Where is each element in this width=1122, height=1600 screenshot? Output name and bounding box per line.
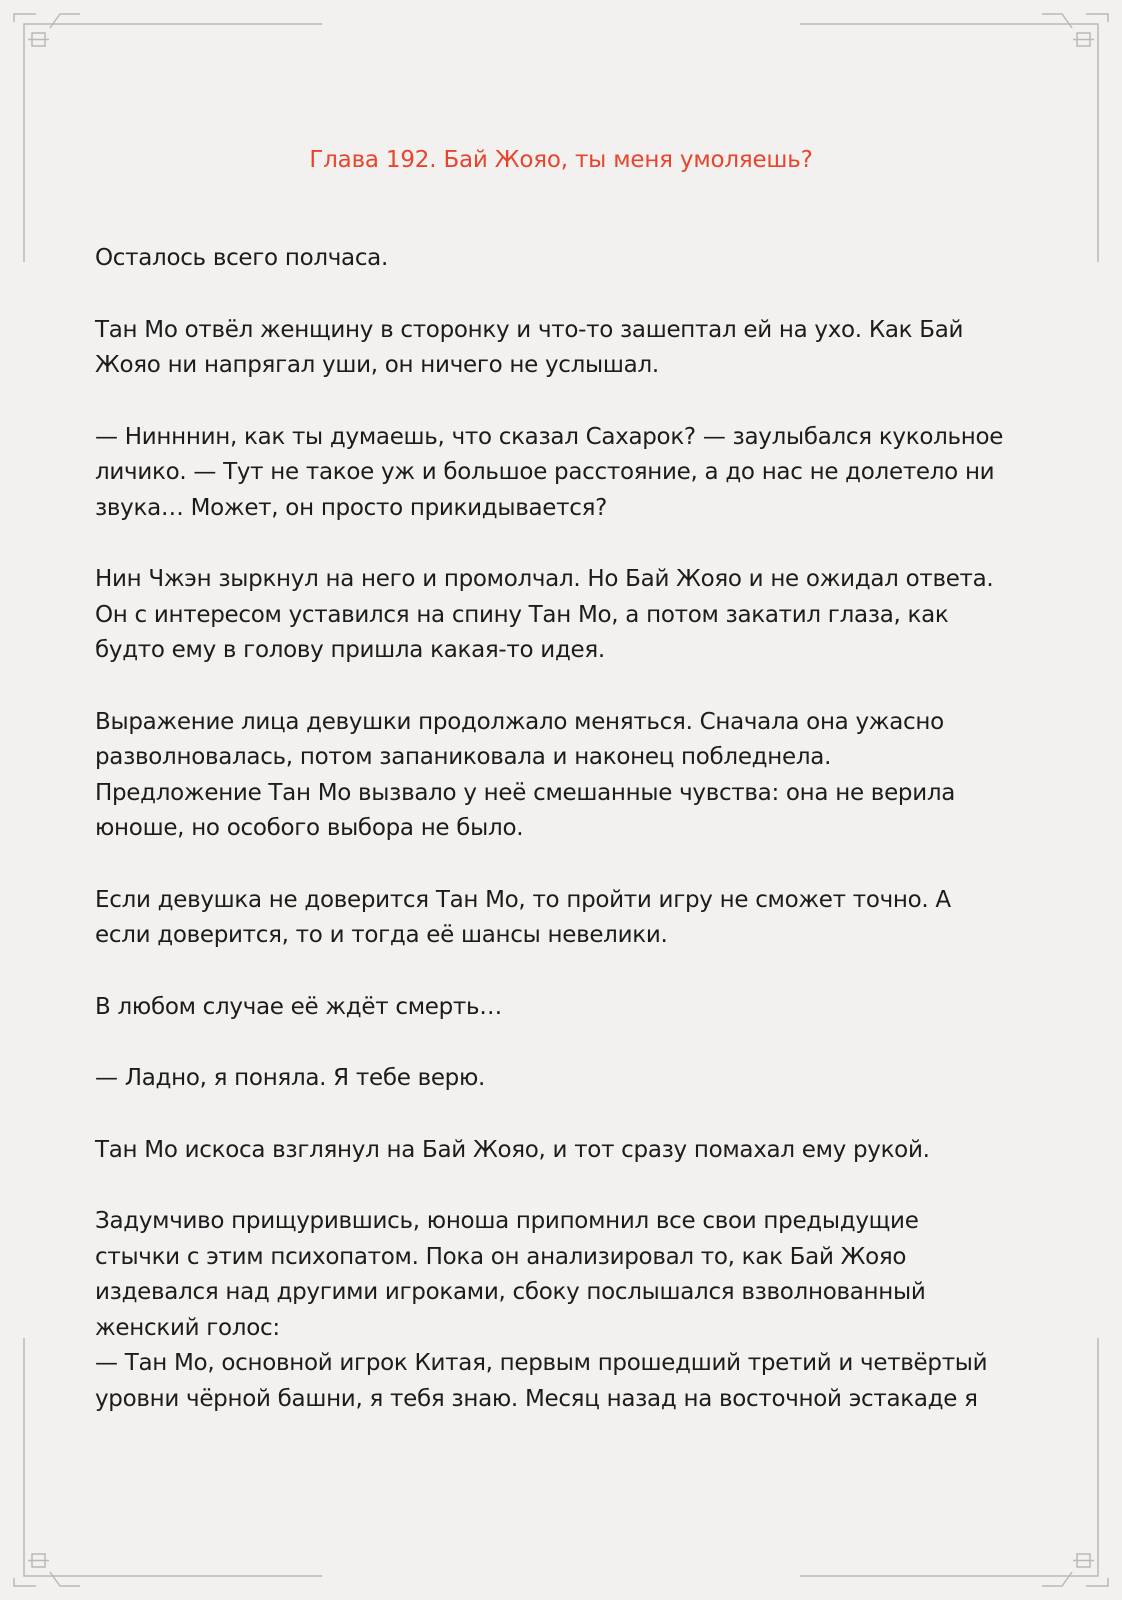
paragraph: Осталось всего полчаса.: [95, 245, 388, 271]
paragraph: Тан Мо искоса взглянул на Бай Жояо, и тот сразу помахал ему рукой.: [95, 1136, 930, 1163]
paragraph: — Ладно, я поняла. Я тебе верю.: [95, 1065, 486, 1091]
frame-corner-top-right: [800, 14, 1108, 262]
paragraph: Выражение лица девушки продолжало меняться. Сначала она ужасно разволновалась, потом запаниковала и наконец побледнела. Предложение Тан Мо вызвало у неё смешанные чувства: она не верила юноше, но особого выбора не было.: [95, 708, 956, 841]
paragraph: Нин Чжэн зыркнул на него и промолчал. Но Бай Жояо и не ожидал ответа. Он с интересом уставился на спину Тан Мо, а потом закатил глаза, как будто ему в голову пришла какая-то идея.: [95, 566, 994, 663]
paragraph: Тан Мо отвёл женщину в сторонку и что-то зашептал ей на ухо. Как Бай Жояо ни напрягал уши, он ничего не услышал.: [95, 316, 964, 378]
chapter-body: [95, 241, 1030, 1417]
paragraph: В любом случае её ждёт смерть…: [95, 993, 502, 1020]
paragraph: — Тан Мо, основной игрок Китая, первым прошедший третий и четвёртый уровни чёрной башни, я тебя знаю. Месяц назад на восточной эстакаде я: [95, 1350, 988, 1412]
chapter-title: Глава 192. Бай Жояо, ты меня умоляешь?: [309, 147, 813, 173]
frame-corner-top-left: [14, 14, 322, 262]
paragraph: — Нинннин, как ты думаешь, что сказал Сахарок? — заулыбался кукольное личико. — Тут не такое уж и большое расстояние, а до нас не долетело ни звука… Может, он просто прикидывается?: [95, 423, 1004, 521]
paragraph: Если девушка не доверится Тан Мо, то пройти игру не сможет точно. А если доверится, то и тогда её шансы невелики.: [95, 886, 951, 948]
paragraph: Задумчиво прищурившись, юноша припомнил все свои предыдущие стычки с этим психопатом. Пока он анализировал то, как Бай Жояо издевался над другими игроками, сбоку послышался взволнованный женский голос:: [95, 1208, 926, 1341]
